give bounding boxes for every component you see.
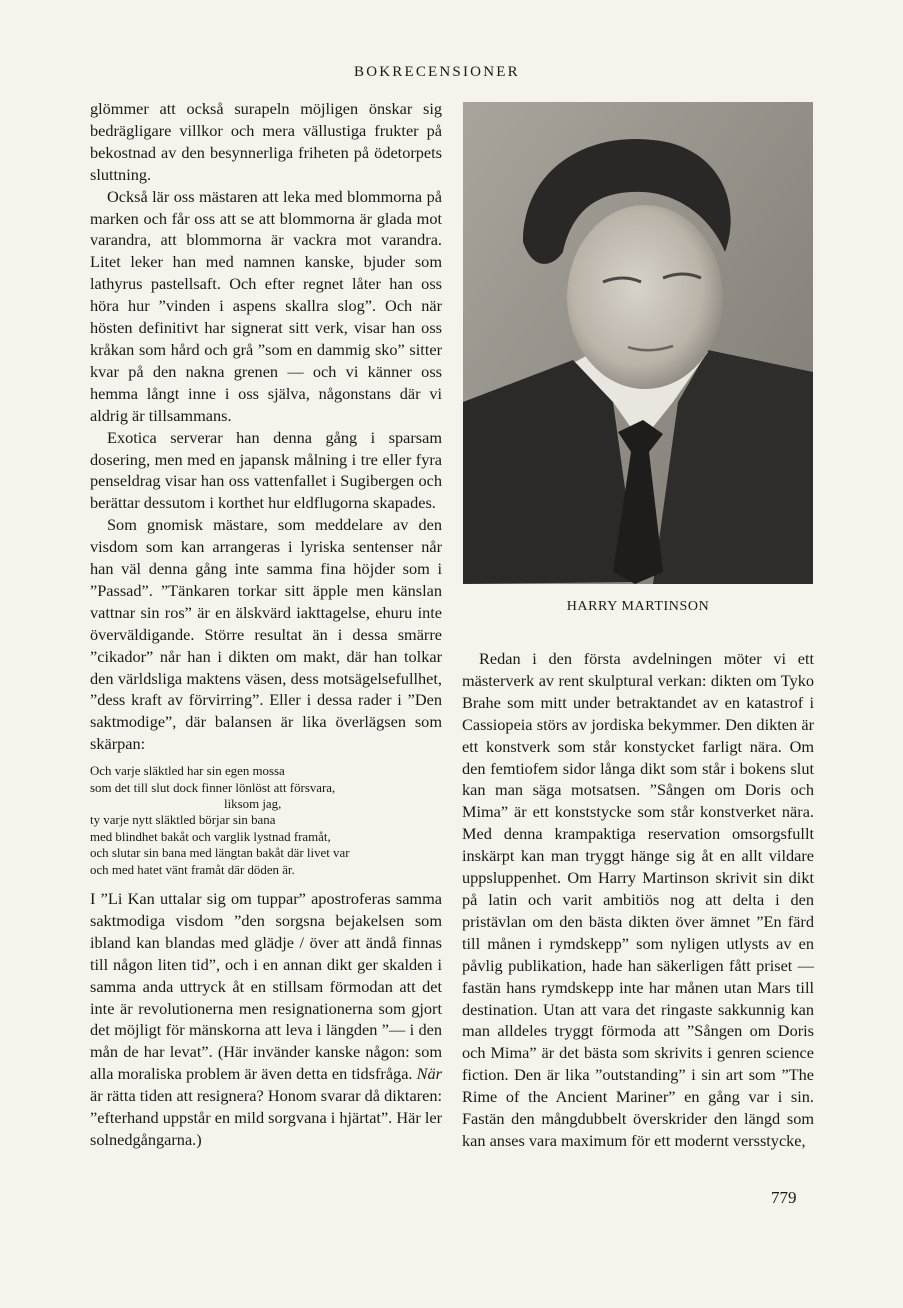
photo-caption: HARRY MARTINSON <box>566 599 710 614</box>
paragraph-continued: glömmer att också surapeln möjligen önskar sig bedrägligare villkor och mera vällustiga frukter på bekostnad av den besynnerliga friheten på ödetorpets sluttning. <box>90 99 442 184</box>
closing-text-b: är rätta tiden att resignera? Honom svarar då diktaren: ”efterhand uppstår en mild sorgvana i hjärtat”. Här ler solnedgångarna.) <box>90 1086 442 1149</box>
paragraph: Exotica serverar han denna gång i sparsam dosering, men med en japansk målning i tre eller fyra penseldrag visar han oss vattenfallet i Sugibergen och berättar dessutom i korthet hur eldflugorna skapades. <box>90 427 442 513</box>
running-header: BOKRECENSIONER <box>354 64 520 80</box>
paragraph: Också lär oss mästaren att leka med blommorna på marken och får oss att se att blommorna är glada mot varandra, att blommorna är vackra mot varandra. Litet leker han med namnen kanske, bjuder som lathyrus pastellsaft. Och efter regnet låter han oss höra hur ”vinden i aspens skallra slog”. Och när hösten definitivt har signerat sitt verk, visar han oss kråkan som hård och grå ”som en dammig sko” sitter kvar på den nakna grenen — och vi känner oss hemma långt inne i oss själva, någonstans där vi aldrig är tillsammans. <box>90 186 442 425</box>
closing-text-a: I ”Li Kan uttalar sig om tuppar” apostroferas samma saktmodiga visdom ”den sorgsna bejakelsen som ibland kan blandas med glädje / över att ändå finnas till någon liten tid”, och i en annan dikt ger skalden i samma anda uttryck åt en stillsam förmodan att det inte är revolutionerna men resignationerna som gjort det möjligt för mänskorna att leva i längden ”— i den mån de har levat”. (Här invänder kanske någon: som alla moraliska problem är även detta en tidsfråga. <box>90 889 442 1084</box>
poem-quote <box>90 763 442 878</box>
poem-line: liksom jag, <box>224 797 282 811</box>
poem-line: Och varje släktled har sin egen mossa <box>90 764 285 779</box>
page-number: 779 <box>771 1188 797 1207</box>
closing-italic: När <box>416 1064 443 1084</box>
paragraph: Som gnomisk mästare, som meddelare av den visdom som kan arrangeras i lyriska sentenser når han väl denna gång inte samma fina höjder som i ”Passad”. ”Tänkaren torkar sitt äpple men känslan vattnar sin ros” är en älskvärd iakttagelse, ehuru inte överväldigande. Större resultat än i dessa smärre ”cikador” når han i dikten om makt, där han tolkar den världsliga maktens väsen, dess motsägelsefullhet, ”dess kraft av förvirring”. Eller i dessa rader i ”Den saktmodige”, där balansen är lika överlägsen som skärpan: <box>90 515 442 754</box>
portrait-illustration <box>463 102 813 584</box>
paragraph: Redan i den första avdelningen möter vi ett mästerverk av rent skulptural verkan: dikten om Tyko Brahe som mitt under betraktandet av en katastrof i Cassiopeia störs av jordiska bekymmer. Den dikten är ett konstverk som står konstycket farligt nära. Om den femtiofem sidor långa dikt som står i bokens slut kan man säga motsatsen. ”Sången om Doris och Mima” är ett konststycke som står konstverket nära. Med denna krampaktiga reservation omsorgsfullt inskärpt kan man tryggt hänge sig åt en allt vildare uppsluppenhet. Om Harry Martinson skrivit sin dikt på latin och varit ambitiös nog att delta i den pristävlan om den bästa dikten över ämnet ”En färd till månen i rymdskepp” som nyligen utlysts av en påvlig publikation, hade han säkerligen fått priset — fastän hans rymdskepp inte har månen utan Mars till destination. Utan att vara det ringaste sakkunnig kan man alldeles tryggt förmoda att ”Sången om Doris och Mima” är det bästa som skrivits i genren science fiction. Den är lika ”outstanding” i sin art som ”The Rime of the Ancient Mariner” en gång var i sin. Fastän den mångdubbelt överskrider den längd som kan anses vara maximum för ett modernt versstycke, <box>462 649 814 1150</box>
poem-line: med blindhet bakåt och varglik lystnad framåt, <box>90 829 331 844</box>
left-column <box>90 98 442 1151</box>
poem-line: som det till slut dock finner lönlöst att försvara, <box>90 780 336 795</box>
paragraph-closing <box>90 888 442 1151</box>
right-column <box>462 648 814 1152</box>
poem-line: och slutar sin bana med längtan bakåt där livet var <box>90 846 350 861</box>
poem-line: ty varje nytt släktled börjar sin bana <box>90 813 276 828</box>
poem-line: och med hatet vänt framåt där döden är. <box>90 862 295 877</box>
author-portrait <box>463 102 813 584</box>
